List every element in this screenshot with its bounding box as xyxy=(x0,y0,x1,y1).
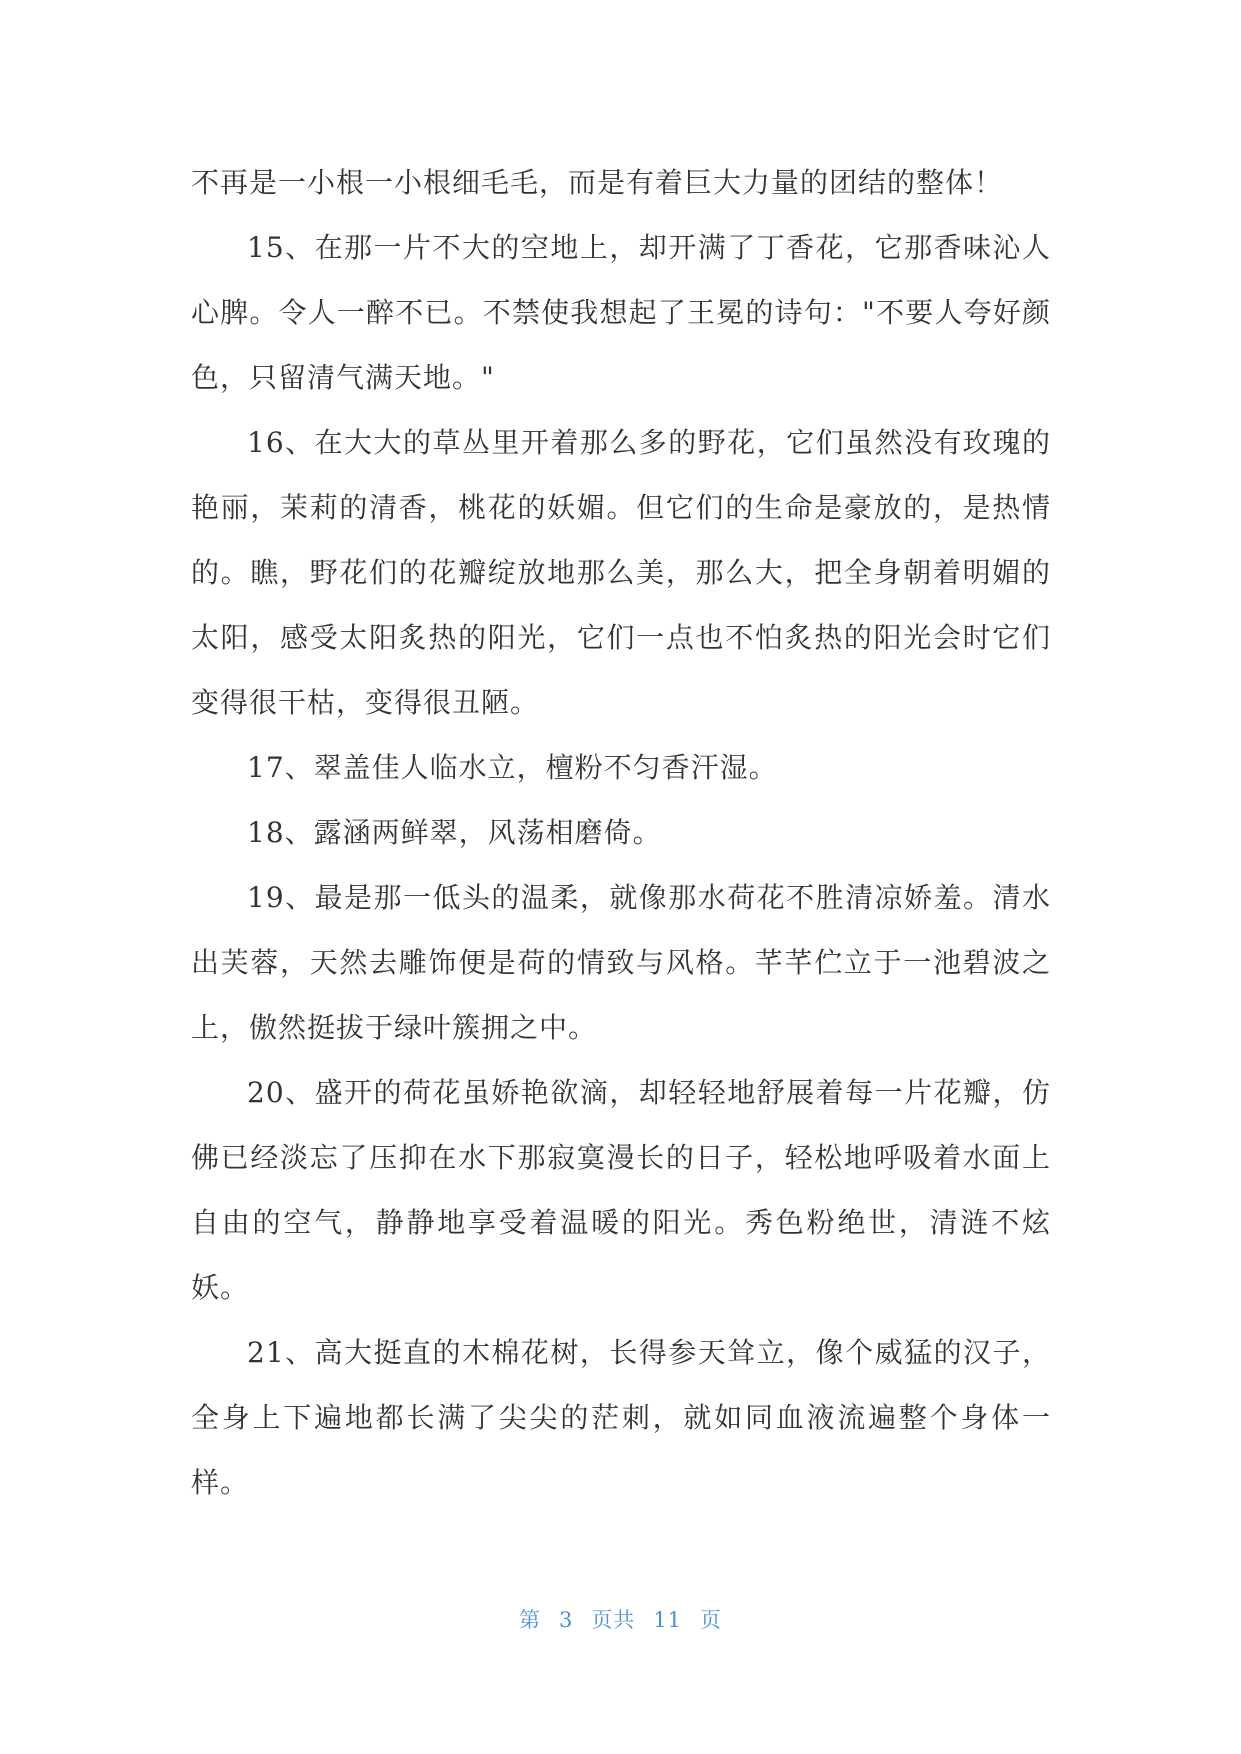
paragraph-18: 18、露涵两鲜翠，风荡相磨倚。 xyxy=(247,816,662,849)
footer-middle: 页共 xyxy=(591,1608,636,1632)
footer-prefix: 第 xyxy=(518,1608,541,1632)
paragraph-continuation: 不再是一小根一小根细毛毛，而是有着巨大力量的团结的整体！ xyxy=(191,166,1004,199)
page-footer xyxy=(0,1604,1241,1634)
paragraph-20: 20、盛开的荷花虽娇艳欲滴，却轻轻地舒展着每一片花瓣，仿佛已经淡忘了压抑在水下那寂寞漫长的日子，轻松地呼吸着水面上自由的空气，静静地享受着温暖的阳光。秀色粉绝世，清涟不炫妖。 xyxy=(191,1076,1051,1304)
paragraph-15: 15、在那一片不大的空地上，却开满了丁香花，它那香味沁人心脾。令人一醉不已。不禁使我想起了王冕的诗句："不要人夸好颜色，只留清气满天地。" xyxy=(191,231,1051,394)
document-body xyxy=(191,150,1051,1515)
footer-current-page: 3 xyxy=(558,1608,574,1632)
paragraph-19: 19、最是那一低头的温柔，就像那水荷花不胜清凉娇羞。清水出芙蓉，天然去雕饰便是荷的情致与风格。芊芊伫立于一池碧波之上，傲然挺拔于绿叶簇拥之中。 xyxy=(191,881,1051,1044)
footer-suffix: 页 xyxy=(700,1608,723,1632)
footer-total-pages: 11 xyxy=(653,1608,683,1632)
paragraph-21: 21、高大挺直的木棉花树，长得参天耸立，像个威猛的汉子，全身上下遍地都长满了尖尖的茫刺，就如同血液流遍整个身体一样。 xyxy=(191,1336,1051,1499)
paragraph-16: 16、在大大的草丛里开着那么多的野花，它们虽然没有玫瑰的艳丽，茉莉的清香，桃花的妖媚。但它们的生命是豪放的，是热情的。瞧，野花们的花瓣绽放地那么美，那么大，把全身朝着明媚的太阳，感受太阳炙热的阳光，它们一点也不怕炙热的阳光会时它们变得很干枯，变得很丑陋。 xyxy=(191,426,1051,719)
paragraph-17: 17、翠盖佳人临水立，檀粉不匀香汗湿。 xyxy=(247,751,778,784)
